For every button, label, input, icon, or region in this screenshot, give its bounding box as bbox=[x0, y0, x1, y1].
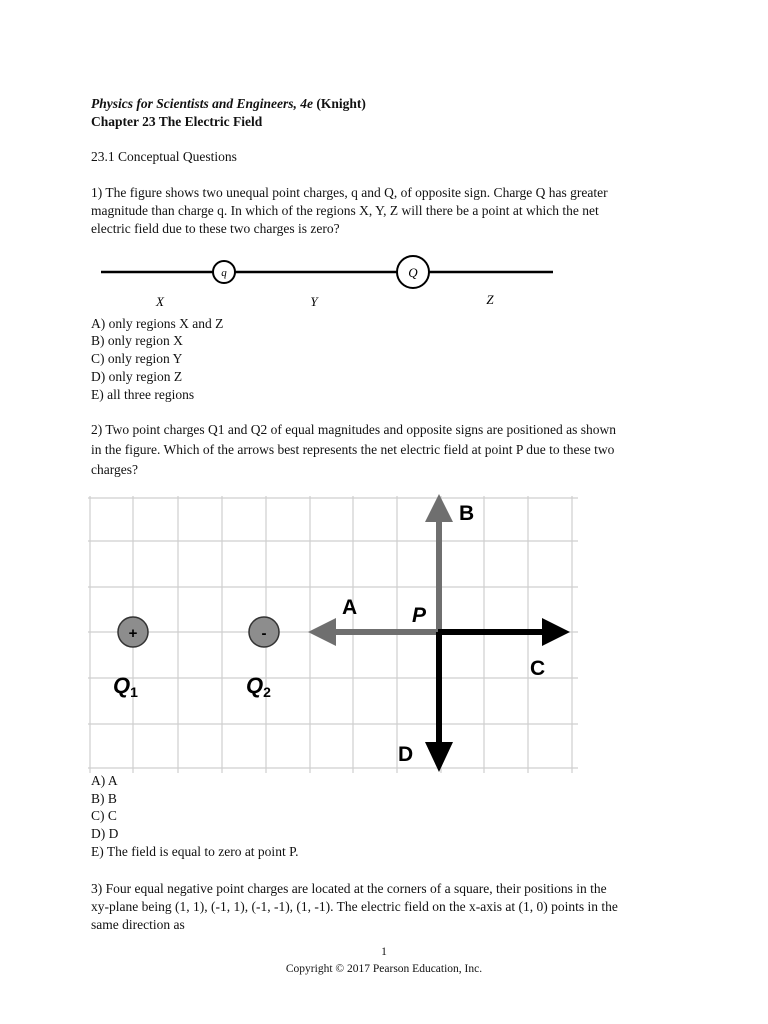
charge-Q-label: Q bbox=[408, 265, 418, 280]
figure-1-charges-on-line bbox=[0, 250, 768, 320]
region-Y-label: Y bbox=[310, 294, 318, 309]
arrow-C-label: C bbox=[530, 657, 546, 680]
book-header bbox=[91, 95, 366, 112]
charge-Q2-label-letter: Q bbox=[246, 673, 264, 698]
question-1-option-b: B) only region X bbox=[91, 333, 183, 348]
region-X-label: X bbox=[156, 294, 164, 309]
section-title: 23.1 Conceptual Questions bbox=[91, 149, 237, 164]
question-1-line-2: magnitude than charge q. In which of the regions X, Y, Z will there be a point at which the net bbox=[91, 203, 599, 218]
page-number: 1 bbox=[381, 946, 387, 958]
question-1-line-1: 1) The figure shows two unequal point charges, q and Q, of opposite sign. Charge Q has greater bbox=[91, 185, 608, 200]
book-title: Physics for Scientists and Engineers, 4e bbox=[91, 96, 314, 111]
charge-Q2-sign: - bbox=[261, 625, 267, 642]
chapter-title: Chapter 23 The Electric Field bbox=[91, 114, 263, 129]
question-1-option-a: A) only regions X and Z bbox=[91, 316, 224, 331]
question-2-option-b: B) B bbox=[91, 791, 117, 806]
arrow-A-head bbox=[308, 618, 336, 646]
question-3-line-1: 3) Four equal negative point charges are located at the corners of a square, their positions in the bbox=[91, 881, 607, 896]
question-3-line-2: xy-plane being (1, 1), (-1, 1), (-1, -1), (1, -1). The electric field on the x-axis at (1, 0) points in the bbox=[91, 899, 618, 914]
charge-Q2-label-subscript: 2 bbox=[263, 684, 271, 700]
question-2-option-c: C) C bbox=[91, 808, 117, 823]
question-2-line-2: in the figure. Which of the arrows best represents the net electric field at point P due to these two bbox=[91, 442, 615, 457]
arrow-A-label: A bbox=[342, 596, 358, 619]
arrow-B-label: B bbox=[459, 502, 475, 525]
arrow-C-head bbox=[542, 618, 570, 646]
charge-Q2-label bbox=[246, 673, 271, 700]
arrow-D-label: D bbox=[398, 743, 414, 766]
charge-q-label: q bbox=[221, 267, 227, 279]
region-Z-label: Z bbox=[486, 292, 494, 307]
question-2-option-d: D) D bbox=[91, 826, 119, 841]
book-author: (Knight) bbox=[316, 96, 366, 111]
figure-2-field-arrows bbox=[0, 488, 768, 778]
question-1-option-c: C) only region Y bbox=[91, 351, 183, 366]
question-1-line-3: electric field due to these two charges is zero? bbox=[91, 221, 340, 236]
question-2-line-3: charges? bbox=[91, 462, 138, 477]
charge-Q1-label-letter: Q bbox=[113, 673, 131, 698]
point-P-label: P bbox=[412, 604, 427, 627]
question-3-line-3: same direction as bbox=[91, 917, 185, 932]
copyright-notice: Copyright © 2017 Pearson Education, Inc. bbox=[285, 963, 483, 975]
question-1-option-e: E) all three regions bbox=[91, 387, 195, 402]
question-1-option-d: D) only region Z bbox=[91, 369, 183, 384]
question-2-line-1: 2) Two point charges Q1 and Q2 of equal magnitudes and opposite signs are positioned as shown bbox=[91, 422, 616, 437]
charge-Q1-label bbox=[113, 673, 138, 700]
charge-Q1-label-subscript: 1 bbox=[130, 684, 138, 700]
charge-Q1-sign: + bbox=[128, 625, 138, 642]
question-2-option-a: A) A bbox=[91, 773, 118, 788]
question-2-option-e: E) The field is equal to zero at point P. bbox=[91, 844, 299, 859]
